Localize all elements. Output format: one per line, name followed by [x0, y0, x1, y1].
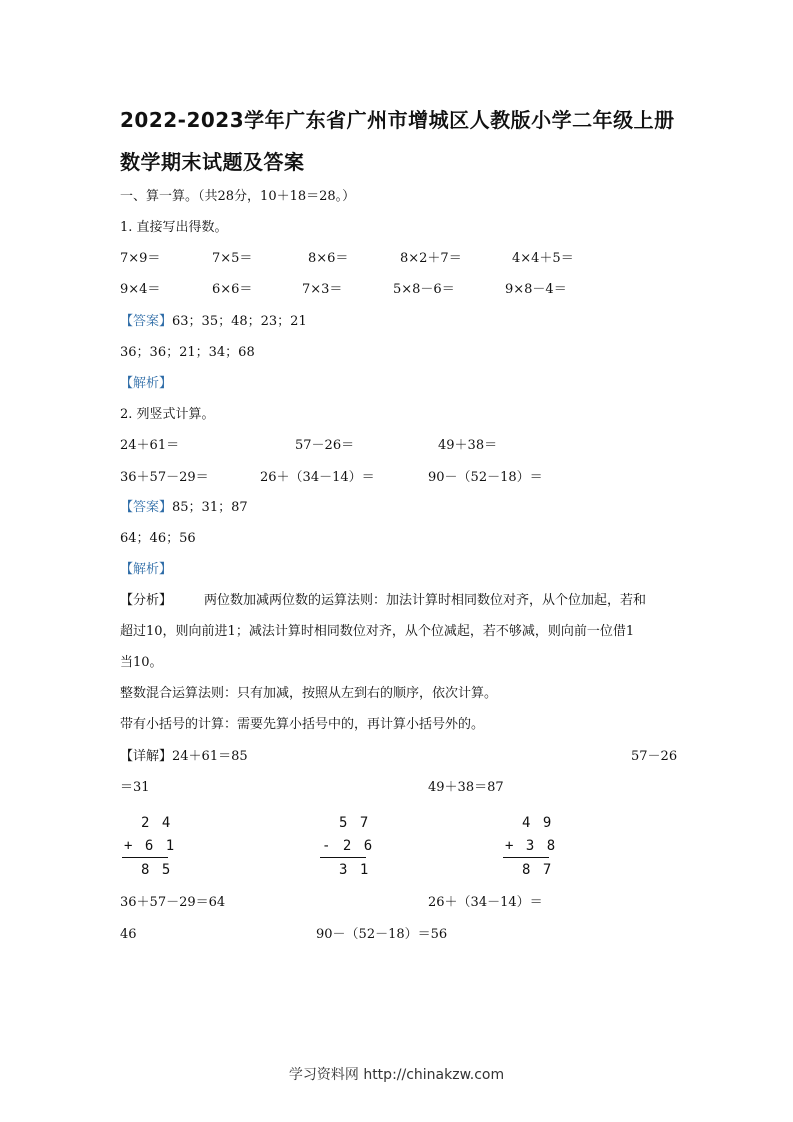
- rule-text: 整数混合运算法则：只有加减，按照从左到右的顺序，依次计算。: [120, 686, 498, 701]
- answer-text: 63；35；48；23；21: [172, 314, 307, 329]
- question-1-label: 1. 直接写出得数。: [120, 220, 228, 235]
- vertical-rule: [122, 857, 168, 858]
- page-title: 2022-2023学年广东省广州市增城区人教版小学二年级上册: [120, 108, 675, 132]
- page-title-line2: 数学期末试题及答案: [120, 150, 305, 174]
- fenxi-text: 超过10，则向前进1；减法计算时相同数位对齐，从个位减起，若不够减，则向前一位借1: [120, 624, 635, 639]
- vertical-top: 4 9: [522, 815, 554, 831]
- answer-line-2: 36；36；21；34；68: [120, 345, 255, 360]
- fenxi-text: 两位数加减两位数的运算法则：加法计算时相同数位对齐，从个位加起，若和: [204, 593, 647, 608]
- rule-text: 带有小括号的计算：需要先算小括号中的，再计算小括号外的。: [120, 717, 485, 732]
- vertical-bot: 8 5: [141, 862, 173, 878]
- q2-row1-item: 49＋38＝: [438, 438, 498, 453]
- vertical-rule: [503, 857, 549, 858]
- detail-equation: 90－（52－18）＝56: [316, 927, 448, 942]
- answer-tag: 【答案】: [120, 314, 173, 329]
- q2-row2-item: 26＋（34－14）＝: [260, 470, 375, 485]
- detail-equation: 46: [120, 927, 137, 942]
- vertical-bot: 3 1: [339, 862, 371, 878]
- q1-row2-item: 6×6＝: [212, 282, 253, 297]
- footer-watermark: 学习资料网 http://chinakzw.com: [288, 1067, 505, 1083]
- answer-tag: 【答案】: [120, 500, 173, 515]
- q1-row2-item: 7×3＝: [302, 282, 343, 297]
- q1-row2-item: 9×8－4＝: [505, 282, 567, 297]
- vertical-top: 5 7: [339, 815, 371, 831]
- q1-row1-item: 4×4＋5＝: [512, 251, 574, 266]
- answer-line-2: 64；46；56: [120, 531, 196, 546]
- question-2-label: 2. 列竖式计算。: [120, 407, 215, 422]
- analysis-tag: 【解析】: [120, 562, 173, 577]
- detail-equation: 36＋57－29＝64: [120, 895, 226, 910]
- vertical-mid: + 6 1: [124, 838, 177, 854]
- section-heading: 一、算一算。（共28分，10＋18＝28。）: [120, 189, 356, 204]
- answer-line: [120, 314, 307, 330]
- q1-row1-item: 8×2＋7＝: [400, 251, 462, 266]
- q2-row2-item: 36＋57－29＝: [120, 470, 209, 485]
- vertical-mid: + 3 8: [505, 838, 558, 854]
- detail-tag: 【详解】: [120, 749, 173, 764]
- detail-line: [120, 749, 248, 765]
- vertical-top: 2 4: [141, 815, 173, 831]
- answer-line: [120, 500, 248, 516]
- vertical-rule: [320, 857, 366, 858]
- q1-row1-item: 8×6＝: [308, 251, 349, 266]
- analysis-tag: 【解析】: [120, 376, 173, 391]
- q2-row1-item: 24＋61＝: [120, 438, 180, 453]
- q1-row1-item: 7×9＝: [120, 251, 161, 266]
- q2-row1-item: 57－26＝: [295, 438, 355, 453]
- fenxi-tag: 【分析】: [120, 593, 173, 608]
- q1-row2-item: 5×8－6＝: [393, 282, 455, 297]
- detail-equation: 26＋（34－14）＝: [428, 895, 543, 910]
- detail-equation: 24＋61＝85: [172, 749, 248, 764]
- detail-equation: 57－26: [631, 749, 678, 764]
- detail-equation: 49＋38＝87: [428, 780, 504, 795]
- q1-row1-item: 7×5＝: [212, 251, 253, 266]
- fenxi-text: 当10。: [120, 655, 163, 670]
- q2-row2-item: 90－（52－18）＝: [428, 470, 543, 485]
- detail-equation: ＝31: [120, 780, 150, 795]
- answer-text: 85；31；87: [172, 500, 248, 515]
- q1-row2-item: 9×4＝: [120, 282, 161, 297]
- vertical-mid: - 2 6: [322, 838, 375, 854]
- vertical-bot: 8 7: [522, 862, 554, 878]
